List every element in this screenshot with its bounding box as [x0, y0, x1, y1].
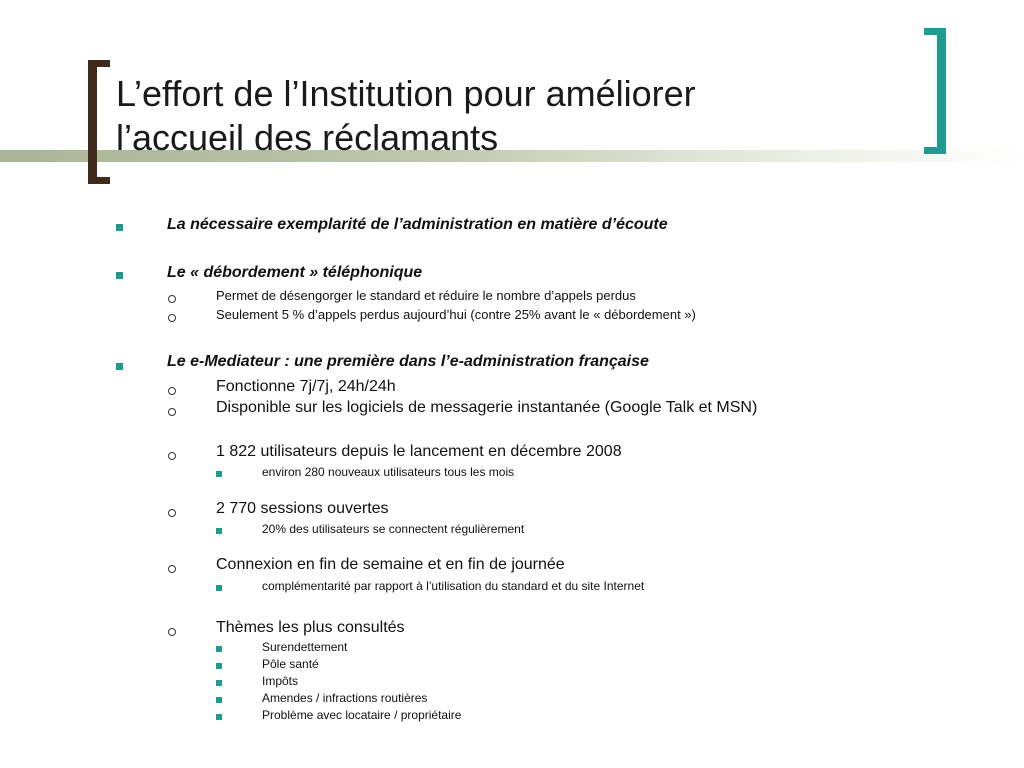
- bullet-text: Le e-Mediateur : une première dans l’e-administration française: [167, 353, 649, 370]
- slide-title-line1: L’effort de l’Institution pour améliorer: [116, 73, 696, 114]
- bullet-text: La nécessaire exemplarité de l’administration en matière d’écoute: [167, 216, 668, 233]
- circle-bullet-icon: [168, 452, 176, 460]
- sub-bullet-text: Seulement 5 % d’appels perdus aujourd’hui (contre 25% avant le « débordement »): [216, 307, 696, 322]
- sub-bullet-text: Permet de désengorger le standard et réduire le nombre d’appels perdus: [216, 288, 636, 303]
- square-bullet-icon: [216, 680, 222, 686]
- square-bullet-icon: [116, 363, 123, 370]
- square-bullet-icon: [216, 714, 222, 720]
- square-bullet-icon: [216, 663, 222, 669]
- circle-bullet-icon: [168, 387, 176, 395]
- theme-item-text: Problème avec locataire / propriétaire: [262, 708, 462, 722]
- square-bullet-icon: [216, 471, 222, 477]
- third-level-text: 20% des utilisateurs se connectent régulièrement: [262, 522, 525, 536]
- theme-item-text: Impôts: [262, 674, 299, 688]
- theme-item-text: Pôle santé: [262, 657, 319, 671]
- sub-bullet-text: Disponible sur les logiciels de messagerie instantanée (Google Talk et MSN): [216, 399, 758, 416]
- square-bullet-icon: [216, 528, 222, 534]
- circle-bullet-icon: [168, 565, 176, 573]
- circle-bullet-icon: [168, 509, 176, 517]
- sub-bullet-text: Thèmes les plus consultés: [216, 619, 405, 636]
- circle-bullet-icon: [168, 628, 176, 636]
- square-bullet-icon: [116, 224, 123, 231]
- theme-item-text: Surendettement: [262, 640, 348, 654]
- sub-bullet-text: 1 822 utilisateurs depuis le lancement en décembre 2008: [216, 443, 622, 460]
- sub-bullet-text: Connexion en fin de semaine et en fin de journée: [216, 556, 565, 573]
- third-level-text: environ 280 nouveaux utilisateurs tous les mois: [262, 465, 515, 479]
- circle-bullet-icon: [168, 295, 176, 303]
- circle-bullet-icon: [168, 314, 176, 322]
- third-level-text: complémentarité par rapport à l’utilisation du standard et du site Internet: [262, 579, 645, 593]
- square-bullet-icon: [216, 697, 222, 703]
- bullet-text: Le « débordement » téléphonique: [167, 264, 423, 281]
- square-bullet-icon: [216, 646, 222, 652]
- circle-bullet-icon: [168, 408, 176, 416]
- square-bullet-icon: [116, 272, 123, 279]
- sub-bullet-text: Fonctionne 7j/7j, 24h/24h: [216, 378, 396, 395]
- sub-bullet-text: 2 770 sessions ouvertes: [216, 500, 389, 517]
- theme-item-text: Amendes / infractions routières: [262, 691, 428, 705]
- square-bullet-icon: [216, 585, 222, 591]
- slide-title-line2: l’accueil des réclamants: [116, 117, 499, 158]
